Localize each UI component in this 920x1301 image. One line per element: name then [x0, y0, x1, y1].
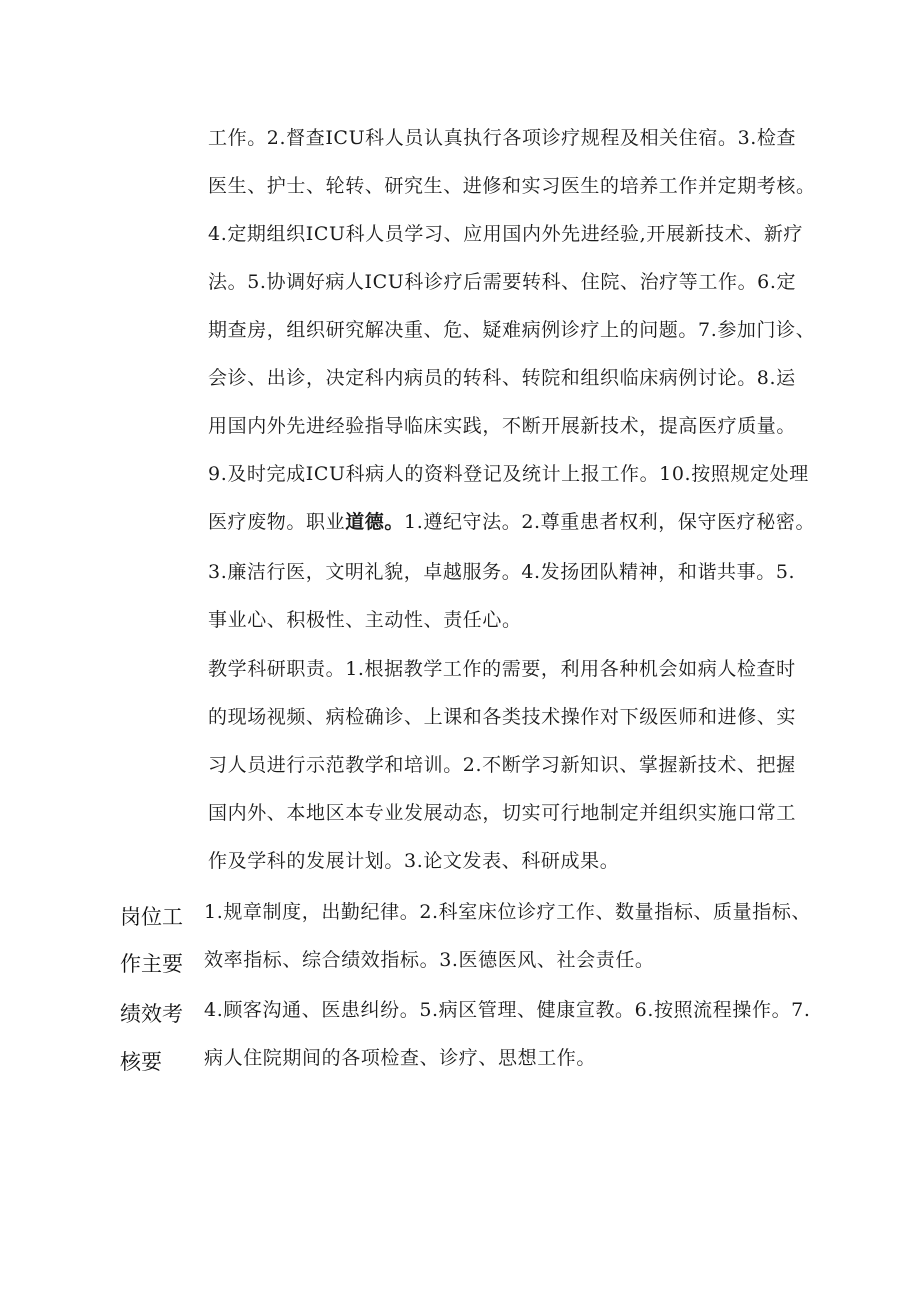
- performance-label-line-3: 绩效考: [120, 1002, 183, 1026]
- performance-line-1: 1.规章制度，出勤纪律。2.科室床位诊疗工作、数量指标、质量指标、: [204, 901, 812, 923]
- performance-line-2: 效率指标、综合绩效指标。3.医德医风、社会责任。: [204, 949, 655, 971]
- duties-line-1: 工作。2.督查ICU科人员认真执行各项诊疗规程及相关住宿。3.检查: [208, 127, 797, 149]
- performance-label-line-1: 岗位工: [120, 905, 183, 929]
- duties-line-8: 9.及时完成ICU科病人的资料登记及统计上报工作。10.按照规定处理: [208, 463, 809, 485]
- teaching-line-5: 作及学科的发展计划。3.论文发表、科研成果。: [208, 850, 620, 872]
- performance-line-4: 病人住院期间的各项检查、诊疗、思想工作。: [204, 1047, 597, 1069]
- duties-line-10: 3.廉洁行医，文明礼貌，卓越服务。4.发扬团队精神，和谐共事。5.: [208, 561, 796, 583]
- ethics-line-after: 1.遵纪守法。2.尊重患者权利，保守医疗秘密。: [404, 511, 816, 533]
- duties-line-5: 期查房，组织研究解决重、危、疑难病例诊疗上的问题。7.参加门诊、: [208, 319, 816, 341]
- performance-label-line-4: 核要: [120, 1050, 162, 1074]
- duties-line-4: 法。5.协调好病人ICU科诊疗后需要转科、住院、治疗等工作。6.定: [208, 271, 797, 293]
- ethics-line-before: 医疗废物。职业: [208, 511, 346, 533]
- duties-line-6: 会诊、出诊，决定科内病员的转科、转院和组织临床病例讨论。8.运: [208, 367, 796, 389]
- ethics-line: [208, 510, 815, 534]
- ethics-line-bold: 道德。: [345, 511, 405, 533]
- performance-label-line-2: 作主要: [120, 952, 183, 976]
- teaching-line-3: 习人员进行示范教学和培训。2.不断学习新知识、掌握新技术、把握: [208, 754, 796, 776]
- teaching-line-1: 教学科研职责。1.根据教学工作的需要，利用各种机会如病人检查时: [208, 658, 796, 680]
- duties-line-7: 用国内外先进经验指导临床实践，不断开展新技术，提高医疗质量。: [208, 415, 797, 437]
- duties-line-2: 医生、护士、轮转、研究生、进修和实习医生的培养工作并定期考核。: [208, 175, 816, 197]
- teaching-line-2: 的现场视频、病检确诊、上课和各类技术操作对下级医师和进修、实: [208, 706, 797, 728]
- teaching-line-4: 国内外、本地区本专业发展动态，切实可行地制定并组织实施口常工: [208, 802, 797, 824]
- performance-line-3: 4.顾客沟通、医患纠纷。5.病区管理、健康宣教。6.按照流程操作。7.: [204, 999, 811, 1021]
- duties-line-3: 4.定期组织ICU科人员学习、应用国内外先进经验,开展新技术、新疗: [208, 223, 804, 245]
- duties-line-11: 事业心、积极性、主动性、责任心。: [208, 609, 522, 631]
